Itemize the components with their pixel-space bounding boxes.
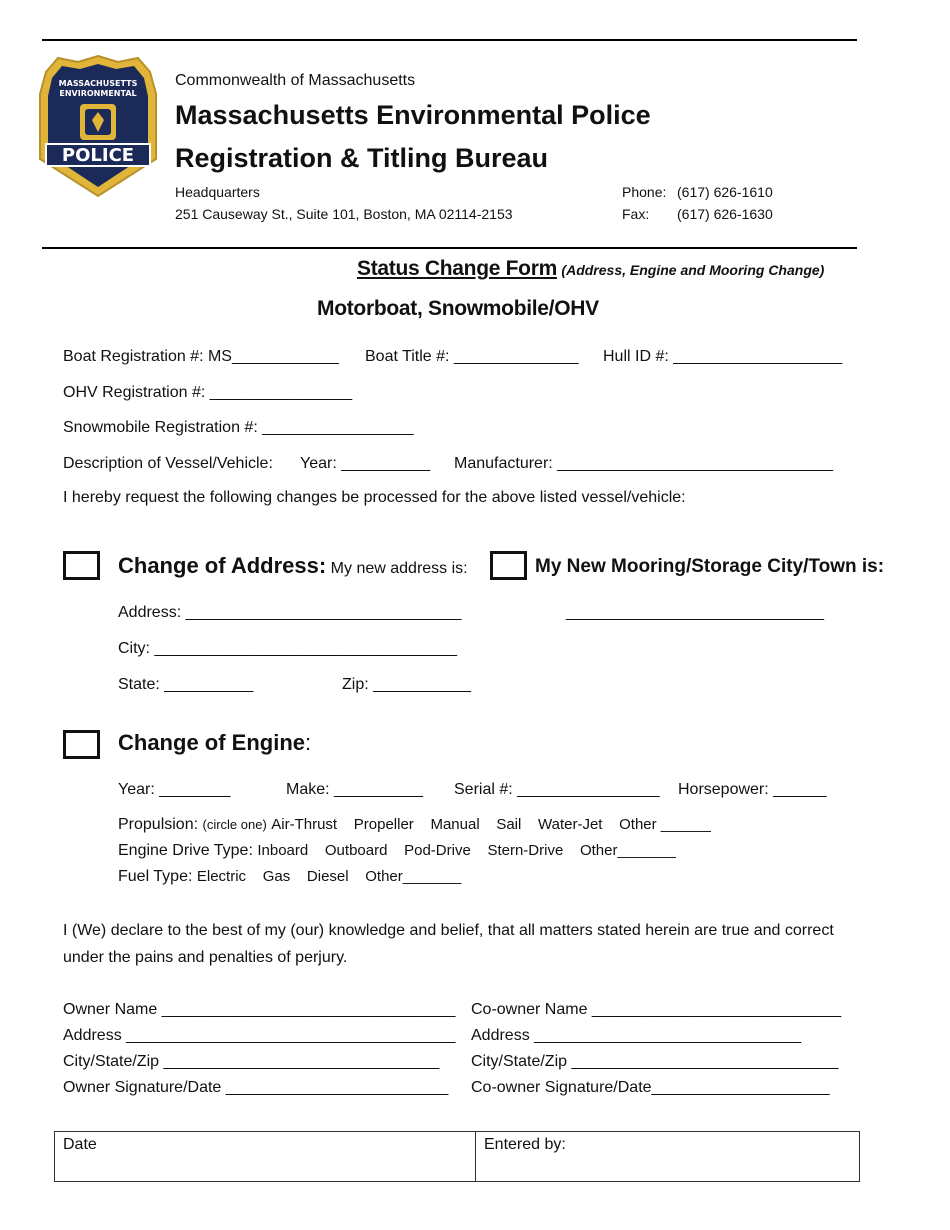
bureau-title: Registration & Titling Bureau xyxy=(175,143,549,173)
engine-serial-field[interactable]: Serial #: ________________ xyxy=(454,781,660,798)
fuel-type-row xyxy=(118,868,461,886)
change-of-engine-title: Change of Engine xyxy=(118,730,305,755)
drive-type-row xyxy=(118,842,676,860)
boat-title-field[interactable]: Boat Title #: ______________ xyxy=(365,348,579,365)
change-of-address-title: Change of Address: xyxy=(118,553,327,578)
vessel-year-field[interactable]: Year: __________ xyxy=(300,455,431,472)
office-date-cell[interactable]: Date xyxy=(63,1136,97,1153)
coowner-signature-field[interactable]: Co-owner Signature/Date____________________ xyxy=(471,1079,830,1096)
svg-text:MASSACHUSETTS: MASSACHUSETTS xyxy=(58,79,138,88)
change-of-engine-colon: : xyxy=(305,730,312,755)
svg-text:ENVIRONMENTAL: ENVIRONMENTAL xyxy=(59,89,137,98)
new-zip-field[interactable]: Zip: ___________ xyxy=(342,676,471,693)
commonwealth-line: Commonwealth of Massachusetts xyxy=(175,72,416,89)
propulsion-row xyxy=(118,816,711,834)
agency-title: Massachusetts Environmental Police xyxy=(175,100,651,130)
hq-address: 251 Causeway St., Suite 101, Boston, MA 02114-2153 xyxy=(175,206,513,222)
fax-value: (617) 626-1630 xyxy=(677,206,773,222)
top-rule xyxy=(42,39,857,41)
hull-id-field[interactable]: Hull ID #: ___________________ xyxy=(603,348,843,365)
declaration-line-1: I (We) declare to the best of my (our) knowledge and belief, that all matters stated herein are true and correct xyxy=(63,922,834,939)
coowner-address-field[interactable]: Address ______________________________ xyxy=(471,1027,802,1044)
change-of-engine-checkbox[interactable] xyxy=(63,730,100,759)
new-address-field[interactable]: Address: _______________________________ xyxy=(118,604,462,621)
fuel-type-label: Fuel Type: xyxy=(118,868,193,885)
change-of-address-checkbox[interactable] xyxy=(63,551,100,580)
description-label: Description of Vessel/Vehicle: xyxy=(63,455,273,472)
drive-type-options[interactable]: Inboard Outboard Pod-Drive Stern-Drive Other_______ xyxy=(257,842,676,859)
fuel-type-options[interactable]: Electric Gas Diesel Other_______ xyxy=(196,868,462,885)
header-rule xyxy=(42,247,857,249)
new-city-field[interactable]: City: __________________________________ xyxy=(118,640,457,657)
owner-city-field[interactable]: City/State/Zip _______________________________ xyxy=(63,1053,440,1070)
change-of-address-heading xyxy=(118,553,468,579)
propulsion-label: Propulsion: xyxy=(118,816,199,833)
ohv-registration-field[interactable]: OHV Registration #: ________________ xyxy=(63,384,353,401)
svg-text:POLICE: POLICE xyxy=(61,145,135,166)
form-title-text: Status Change Form xyxy=(357,257,557,280)
request-statement: I hereby request the following changes be processed for the above listed vessel/vehicle: xyxy=(63,489,686,506)
boat-registration-field[interactable]: Boat Registration #: MS____________ xyxy=(63,348,339,365)
manufacturer-field[interactable]: Manufacturer: _______________________________ xyxy=(454,455,834,472)
office-entered-by-cell[interactable]: Entered by: xyxy=(484,1136,566,1153)
form-title xyxy=(357,257,824,281)
hq-label: Headquarters xyxy=(175,184,260,200)
phone-value: (617) 626-1610 xyxy=(677,184,773,200)
office-use-table xyxy=(54,1131,860,1182)
fax-label: Fax: xyxy=(622,206,650,222)
table-divider xyxy=(475,1132,476,1181)
police-seal-icon xyxy=(38,54,158,199)
coowner-city-field[interactable]: City/State/Zip ______________________________ xyxy=(471,1053,839,1070)
circle-one-note: (circle one) xyxy=(202,817,267,832)
mooring-heading: My New Mooring/Storage City/Town is: xyxy=(535,556,885,577)
drive-type-label: Engine Drive Type: xyxy=(118,842,253,859)
change-of-engine-heading xyxy=(118,730,311,756)
coowner-name-field[interactable]: Co-owner Name ____________________________ xyxy=(471,1001,842,1018)
owner-name-field[interactable]: Owner Name _________________________________ xyxy=(63,1001,456,1018)
engine-horsepower-field[interactable]: Horsepower: ______ xyxy=(678,781,827,798)
engine-year-field[interactable]: Year: ________ xyxy=(118,781,231,798)
form-subtitle: (Address, Engine and Mooring Change) xyxy=(561,262,825,278)
new-state-field[interactable]: State: __________ xyxy=(118,676,254,693)
new-address-note: My new address is: xyxy=(330,560,468,577)
phone-label: Phone: xyxy=(622,184,667,200)
owner-signature-field[interactable]: Owner Signature/Date _________________________ xyxy=(63,1079,449,1096)
engine-make-field[interactable]: Make: __________ xyxy=(286,781,423,798)
mooring-city-field[interactable]: _____________________________ xyxy=(566,604,825,621)
vehicle-types-title: Motorboat, Snowmobile/OHV xyxy=(317,297,599,320)
owner-address-field[interactable]: Address _____________________________________ xyxy=(63,1027,456,1044)
mooring-checkbox[interactable] xyxy=(490,551,527,580)
snowmobile-registration-field[interactable]: Snowmobile Registration #: _________________ xyxy=(63,419,414,436)
propulsion-options[interactable]: Air-Thrust Propeller Manual Sail Water-Jet Other ______ xyxy=(271,816,711,833)
declaration-line-2: under the pains and penalties of perjury. xyxy=(63,949,348,966)
